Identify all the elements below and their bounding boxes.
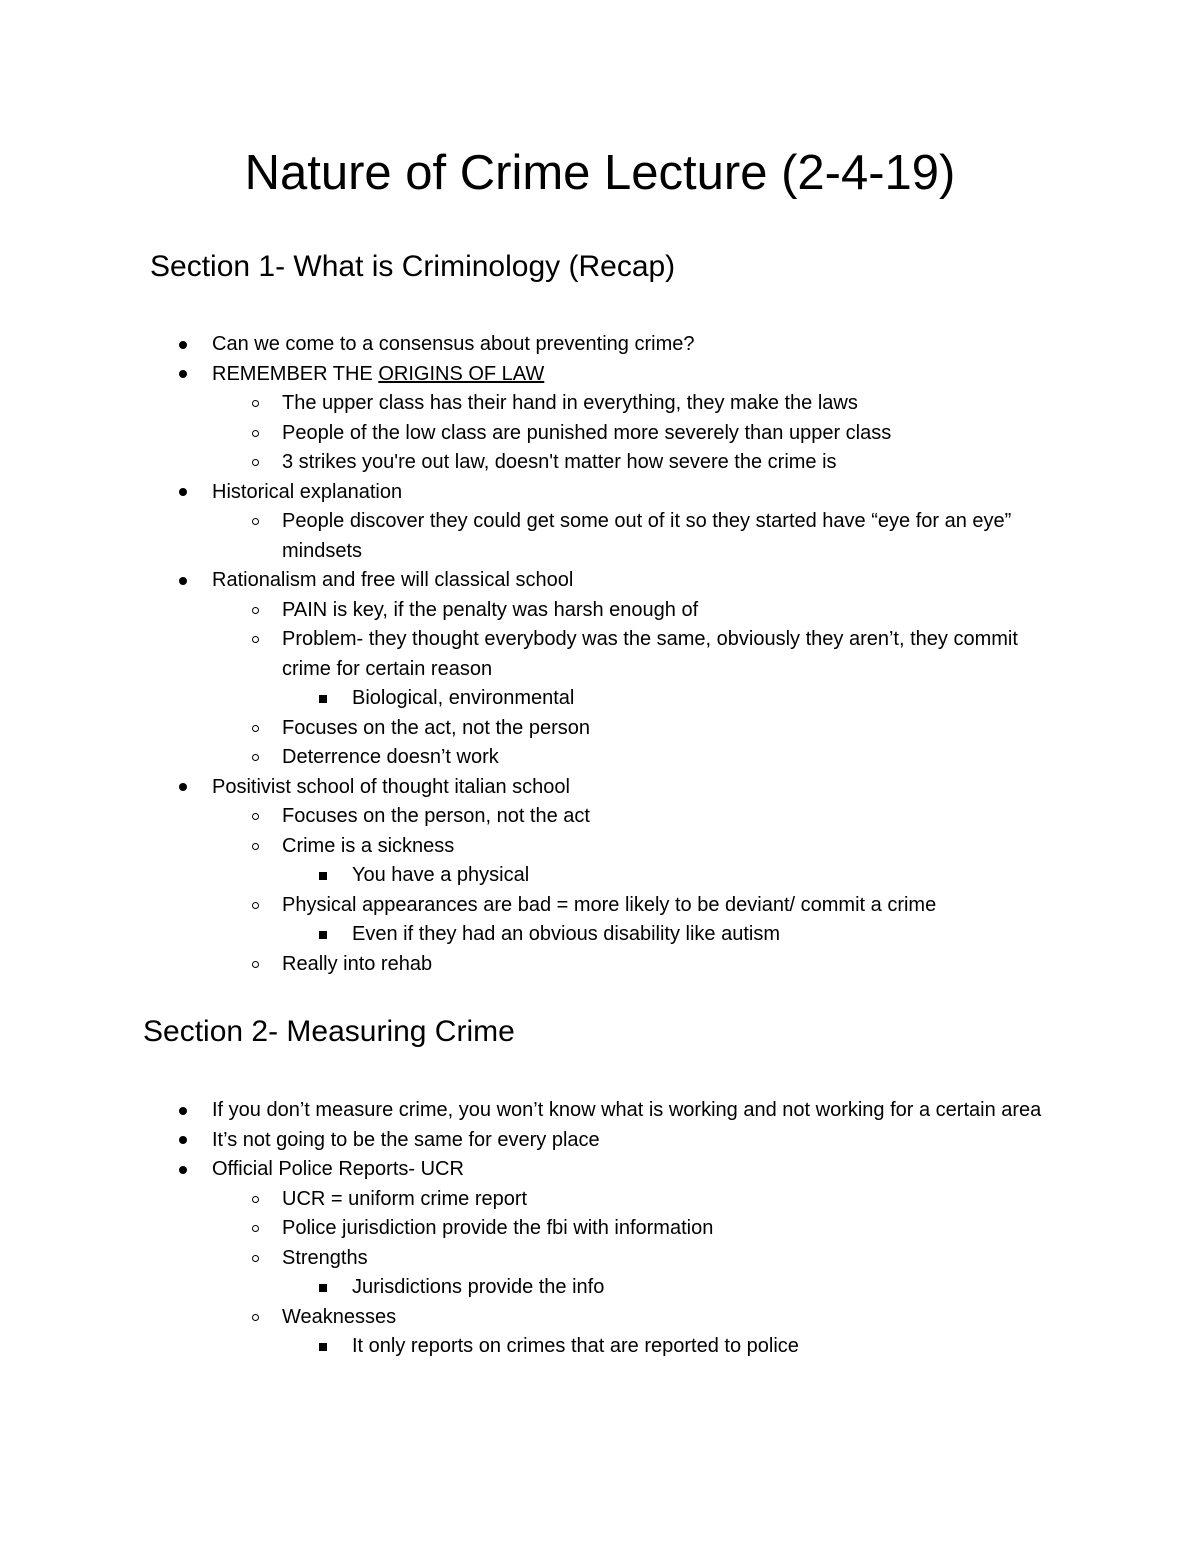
list-item [0, 1332, 1052, 1362]
list-item-text: Crime is a sickness [282, 834, 455, 857]
bullet-mark [252, 1196, 259, 1203]
list-item-text-underlined: ORIGINS OF LAW [378, 362, 545, 385]
bullet-mark [252, 607, 259, 614]
list-item [0, 1214, 1042, 1244]
bullet-mark [252, 400, 259, 407]
bullet-dot-icon [176, 773, 190, 803]
list-item [0, 478, 1072, 508]
list-item-text: Police jurisdiction provide the fbi with information [282, 1217, 714, 1239]
list-item [0, 743, 1042, 773]
list-item [0, 950, 1042, 980]
bullet-mark [179, 488, 187, 496]
list-item [0, 773, 1072, 803]
list-item [0, 1155, 1072, 1185]
list-item [0, 1273, 1052, 1303]
list-item-text: 3 strikes you're out law, doesn't matter how severe the crime is [282, 451, 837, 473]
list-item-text: People of the low class are punished more severely than upper class [282, 421, 892, 444]
list-item [0, 832, 1042, 862]
list-item-text: Really into rehab [282, 952, 433, 975]
list-item-text: Strengths [282, 1246, 368, 1269]
bullet-mark [252, 813, 259, 820]
bullet-mark [252, 754, 259, 761]
list-item [0, 1244, 1042, 1274]
list-item-text: Historical explanation [212, 480, 403, 503]
bullet-square-icon [316, 684, 330, 714]
bullet-circle-icon [248, 1303, 262, 1333]
list-item [0, 861, 1052, 891]
bullet-circle-icon [248, 950, 262, 980]
bullet-mark [252, 636, 259, 643]
bullet-mark [252, 1225, 259, 1232]
list-item [0, 596, 1042, 626]
bullet-circle-icon [248, 389, 262, 419]
list-item-text [212, 360, 1072, 390]
bullet-mark [179, 370, 187, 378]
list-item-text: Weaknesses [282, 1305, 397, 1328]
bullet-square-icon [316, 1332, 330, 1362]
section-2-list [0, 1096, 1200, 1362]
list-item-text: Focuses on the act, not the person [282, 716, 590, 739]
bullet-circle-icon [248, 891, 262, 921]
bullet-mark [252, 518, 259, 525]
bullet-circle-icon [248, 625, 262, 655]
bullet-dot-icon [176, 478, 190, 508]
bullet-circle-icon [248, 1244, 262, 1274]
list-item-text: Problem- they thought everybody was the same, obviously they aren’t, they commit crime for certain reason [282, 628, 1018, 680]
bullet-dot-icon [176, 1155, 190, 1185]
list-item [0, 714, 1042, 744]
list-item-text: Rationalism and free will classical school [212, 569, 574, 591]
bullet-circle-icon [248, 1214, 262, 1244]
bullet-mark [252, 902, 259, 909]
list-item-text: UCR = uniform crime report [282, 1187, 528, 1210]
bullet-circle-icon [248, 832, 262, 862]
list-item [0, 1096, 1072, 1126]
bullet-mark [179, 1166, 187, 1174]
list-item-text: Can we come to a consensus about preventing crime? [212, 333, 695, 355]
list-item-text: Biological, environmental [352, 687, 575, 709]
bullet-square-icon [316, 861, 330, 891]
bullet-circle-icon [248, 714, 262, 744]
bullet-mark [179, 1136, 187, 1144]
list-item [0, 566, 1072, 596]
bullet-mark [319, 872, 327, 880]
list-item [0, 684, 1052, 714]
list-item [0, 920, 1052, 950]
list-item [0, 625, 1042, 684]
bullet-square-icon [316, 1273, 330, 1303]
bullet-mark [252, 961, 259, 968]
list-item-text: You have a physical [352, 864, 530, 886]
list-item-text-plain: REMEMBER THE [212, 362, 379, 385]
bullet-circle-icon [248, 802, 262, 832]
list-item [0, 389, 1042, 419]
list-item-text: If you don’t measure crime, you won’t know what is working and not working for a certain area [212, 1099, 1042, 1121]
list-item [0, 507, 1042, 566]
bullet-circle-icon [248, 596, 262, 626]
list-item [0, 448, 1042, 478]
bullet-dot-icon [176, 1096, 190, 1126]
list-item-text: Physical appearances are bad = more likely to be deviant/ commit a crime [282, 893, 937, 916]
list-item [0, 1126, 1072, 1156]
bullet-mark [319, 931, 327, 939]
section-1-list [0, 330, 1200, 979]
bullet-mark [319, 1284, 327, 1292]
bullet-mark [179, 341, 187, 349]
section-2-heading: Section 2- Measuring Crime [143, 1015, 515, 1048]
list-item-text: People discover they could get some out of it so they started have “eye for an eye” mindsets [282, 510, 1012, 562]
bullet-mark [179, 1107, 187, 1115]
list-item [0, 802, 1042, 832]
list-item-text: The upper class has their hand in everything, they make the laws [282, 392, 858, 414]
list-item-text: Even if they had an obvious disability like autism [352, 923, 781, 945]
page-title: Nature of Crime Lecture (2-4-19) [244, 146, 956, 200]
bullet-mark [319, 695, 327, 703]
list-item-text: Focuses on the person, not the act [282, 805, 590, 827]
bullet-circle-icon [248, 1185, 262, 1215]
bullet-mark [179, 783, 187, 791]
list-item [0, 360, 1072, 390]
bullet-mark [252, 459, 259, 466]
bullet-mark [252, 430, 259, 437]
bullet-mark [252, 725, 259, 732]
list-item [0, 891, 1042, 921]
bullet-mark [252, 1255, 259, 1262]
list-item-text: Jurisdictions provide the info [352, 1276, 605, 1298]
list-item [0, 419, 1042, 449]
bullet-dot-icon [176, 360, 190, 390]
list-item-text: Official Police Reports- UCR [212, 1158, 464, 1180]
bullet-circle-icon [248, 507, 262, 537]
bullet-dot-icon [176, 330, 190, 360]
bullet-circle-icon [248, 448, 262, 478]
list-item-text: PAIN is key, if the penalty was harsh enough of [282, 598, 699, 621]
list-item [0, 330, 1072, 360]
bullet-dot-icon [176, 1126, 190, 1156]
section-1-heading: Section 1- What is Criminology (Recap) [150, 250, 676, 283]
bullet-mark [319, 1343, 327, 1351]
list-item [0, 1303, 1042, 1333]
list-item [0, 1185, 1042, 1215]
bullet-circle-icon [248, 743, 262, 773]
bullet-mark [252, 843, 259, 850]
bullet-square-icon [316, 920, 330, 950]
bullet-circle-icon [248, 419, 262, 449]
list-item-text: Positivist school of thought italian school [212, 775, 570, 798]
bullet-mark [252, 1314, 259, 1321]
bullet-dot-icon [176, 566, 190, 596]
list-item-text: It only reports on crimes that are reported to police [352, 1335, 799, 1357]
bullet-mark [179, 577, 187, 585]
list-item-text: Deterrence doesn’t work [282, 746, 499, 768]
list-item-text: It’s not going to be the same for every place [212, 1128, 600, 1151]
